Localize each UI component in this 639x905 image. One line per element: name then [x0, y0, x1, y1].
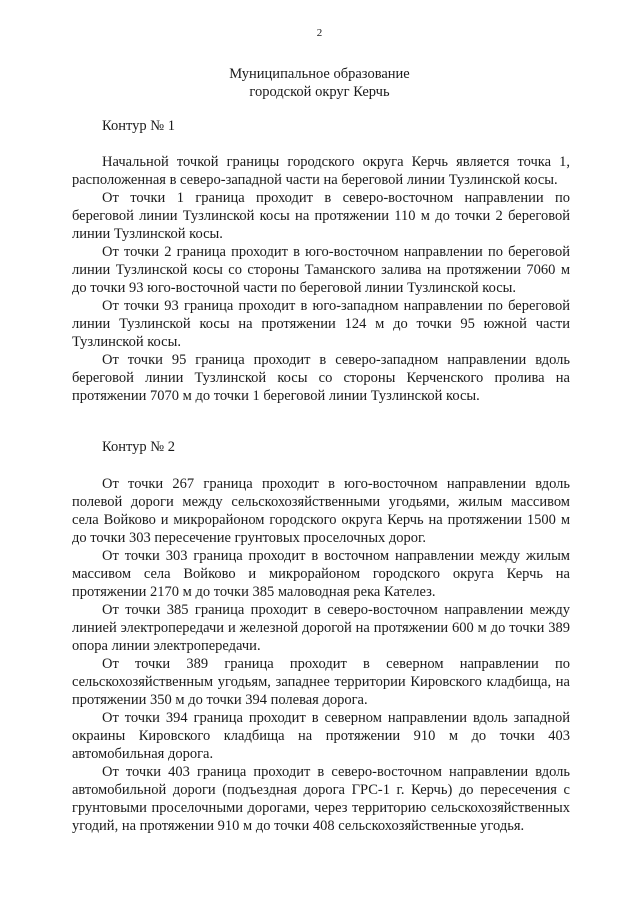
document-header [0, 65, 639, 101]
contour-1-paragraph: От точки 2 граница проходит в юго-восточном направлении по береговой линии Тузлинской косы со стороны Таманского залива на протяжении 7060 м до точки 93 юго-восточной части по береговой линии Тузлинской косы. [72, 244, 570, 296]
contour-1-section [72, 117, 570, 405]
header-line-city-district: городской округ Керчь [249, 84, 390, 100]
contour-2-paragraph: От точки 385 граница проходит в северо-восточном направлении между линией электропередачи и железной дорогой на протяжении 600 м до точки 389 опора линии электропередачи. [72, 602, 570, 654]
header-line-municipality: Муниципальное образование [229, 66, 410, 82]
contour-2-paragraph: От точки 403 граница проходит в северо-восточном направлении вдоль автомобильной дороги (подъездная дорога ГРС-1 г. Керчь) до пересечения с грунтовыми проселочными дорогами, через территорию сельскохозяйственных угодий, на протяжении 910 м до точки 408 сельскохозяйственные угодья. [72, 764, 570, 834]
contour-2-paragraph: От точки 394 граница проходит в северном направлении вдоль западной окраины Кировского кладбища на протяжении 910 м до точки 403 автомобильная дорога. [72, 710, 570, 762]
contour-2-paragraph: От точки 303 граница проходит в восточном направлении между жилым массивом села Войково и микрорайоном городского округа Керчь на протяжении 2170 м до точки 385 маловодная река Кателез. [72, 548, 570, 600]
contour-2-paragraph: От точки 389 граница проходит в северном направлении по сельскохозяйственным угодьям, западнее территории Кировского кладбища, на протяжении 350 м до точки 394 полевая дорога. [72, 656, 570, 708]
contour-1-paragraph: От точки 1 граница проходит в северо-восточном направлении по береговой линии Тузлинской косы на протяжении 110 м до точки 2 береговой линии Тузлинской косы. [72, 190, 570, 242]
contour-2-section [72, 438, 570, 835]
contour-2-title: Контур № 2 [102, 439, 175, 455]
contour-1-paragraph: От точки 95 граница проходит в северо-западном направлении вдоль береговой линии Тузлинской косы со стороны Керченского пролива на протяжении 7070 м до точки 1 береговой линии Тузлинской косы. [72, 352, 570, 404]
page-number: 2 [316, 27, 323, 39]
contour-1-paragraph: Начальной точкой границы городского округа Керчь является точка 1, расположенная в северо-западной части на береговой линии Тузлинской косы. [72, 154, 570, 188]
contour-2-paragraph: От точки 267 граница проходит в юго-восточном направлении вдоль полевой дороги между сельскохозяйственными угодьями, жилым массивом села Войково и микрорайоном городского округа Керчь на протяжении 1500 м до точки 303 пересечение грунтовых проселочных дорог. [72, 476, 570, 546]
contour-1-paragraph: От точки 93 граница проходит в юго-западном направлении по береговой линии Тузлинской косы на протяжении 124 м до точки 95 южной части Тузлинской косы. [72, 298, 570, 350]
contour-1-title: Контур № 1 [102, 118, 175, 134]
